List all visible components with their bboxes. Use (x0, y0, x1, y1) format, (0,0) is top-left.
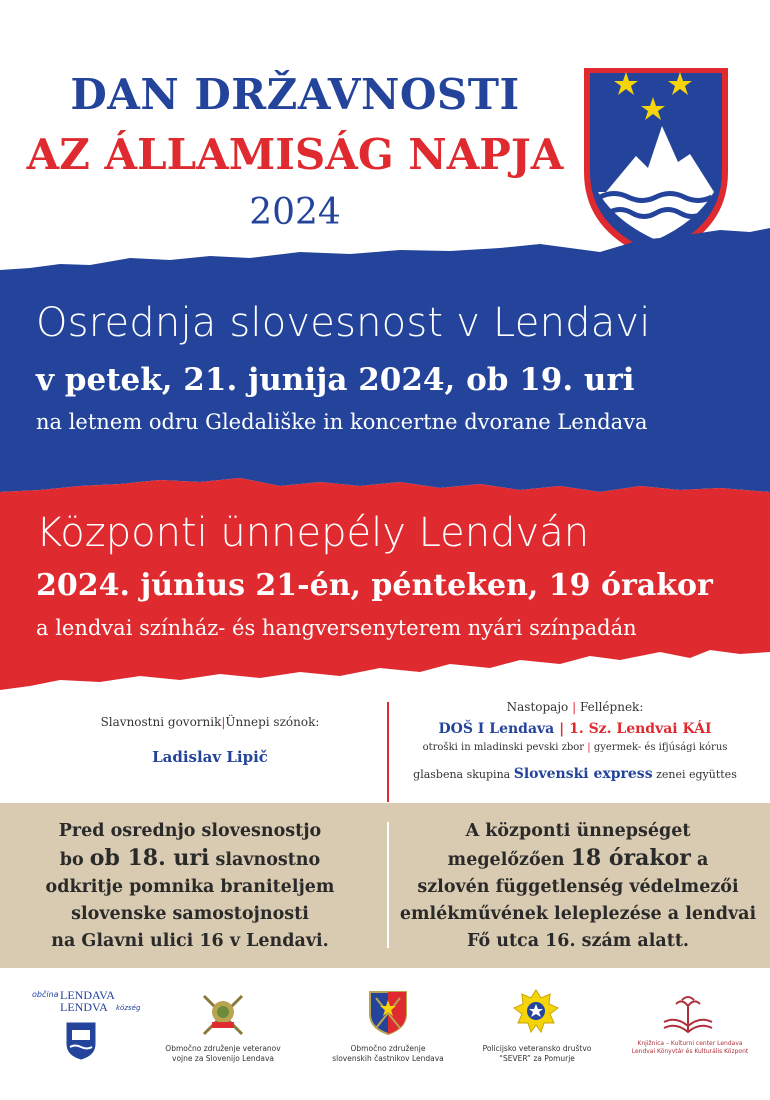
pre-event-si-time: ob 18. uri (89, 845, 210, 871)
group2-name: Slovenski express (513, 766, 653, 782)
separator: | (221, 715, 226, 729)
lendava-suffix: község (116, 1004, 141, 1012)
veterans-war-logo (198, 990, 248, 1038)
veterans-war-line2: vojne za Slovenijo Lendava (172, 1054, 274, 1063)
library-line2: Lendvai Könyvtár és Kulturális Központ (631, 1048, 749, 1055)
group2-suffix: zenei együttes (656, 768, 737, 781)
lendava-name-si: LENDAVA (60, 988, 115, 1002)
pre-event-si-line: Pred osrednjo slovesnostjo (58, 821, 322, 841)
library-caption (628, 1040, 752, 1056)
pre-event-si-line (10, 845, 370, 874)
lendava-municipality-logo (32, 988, 152, 1068)
officers-shield-icon (366, 988, 410, 1036)
pre-event-si-line: na Glavni ulici 16 v Lendavi. (51, 931, 329, 951)
officers-logo (366, 988, 410, 1036)
lendava-shield-icon (66, 1022, 96, 1060)
title-slovene: DAN DRŽAVNOSTI (70, 70, 520, 119)
red-band-place: a lendvai színház- és hangversenyterem nyári színpadán (36, 616, 637, 640)
pre-event-si-line: odkritje pomnika braniteljem (45, 877, 335, 897)
group2-prefix: glasbena skupina (413, 768, 511, 781)
group1-hu: 1. Sz. Lendvai KÁI (569, 721, 712, 737)
pre-event-hu-line (398, 845, 758, 874)
title-hungarian: AZ ÁLLAMISÁG NAPJA (26, 130, 564, 179)
pre-event-hu-text: megelőzően (447, 850, 565, 870)
performers-group1-desc (395, 742, 755, 753)
pre-event-si-text: bo (59, 850, 84, 870)
police-star-badge-icon (512, 988, 560, 1036)
veterans-war-caption (160, 1044, 286, 1064)
officers-line2: slovenskih častnikov Lendava (332, 1054, 444, 1063)
pre-event-hu-time: 18 órakor (570, 845, 691, 871)
library-logo (660, 992, 716, 1036)
group1-desc-hu: gyermek- és ifjúsági kórus (593, 742, 728, 753)
performers-label-hu: Fellépnek: (579, 700, 644, 714)
speaker-label (30, 715, 390, 729)
group1-si: DOŠ I Lendava (438, 721, 555, 737)
officers-line1: Območno združenje (350, 1044, 426, 1053)
performers-group2 (395, 766, 755, 782)
year: 2024 (249, 192, 341, 233)
performers-label-si: Nastopajo (506, 700, 569, 714)
lendava-prefix: občina (32, 990, 59, 999)
police-veterans-caption (476, 1044, 598, 1064)
pre-event-hu-line: Fő utca 16. szám alatt. (467, 931, 689, 951)
performers-group1 (395, 721, 755, 737)
police-veterans-logo (512, 988, 560, 1036)
pre-event-si-line: slovenske samostojnosti (71, 904, 309, 924)
pre-event-slovene (10, 818, 370, 955)
separator: | (559, 721, 565, 737)
police-line2: “SEVER” za Pomurje (499, 1054, 575, 1063)
veterans-war-line1: Območno združenje veteranov (165, 1044, 281, 1053)
pre-event-hu-line: emlékművének leleplezése a lendvai (399, 904, 757, 924)
blue-band-title: Osrednja slovesnost v Lendavi (36, 300, 651, 346)
pre-event-hungarian (398, 818, 758, 955)
library-line1: Knjižnica – Kulturni center Lendava (637, 1040, 743, 1047)
separator: | (587, 742, 591, 753)
pre-event-hu-line: szlovén függetlenség védelmezői (417, 877, 739, 897)
panel-divider (387, 822, 389, 948)
police-line1: Policijsko veteransko društvo (482, 1044, 592, 1053)
blue-band-place: na letnem odru Gledališke in koncertne dvorane Lendava (36, 410, 648, 434)
speaker-label-si: Slavnostni govornik (100, 715, 222, 729)
red-band-date: 2024. június 21-én, pénteken, 19 órakor (36, 568, 713, 603)
book-wheat-icon (660, 992, 716, 1036)
speaker-label-hu: Ünnepi szónok: (225, 715, 320, 729)
separator: | (572, 700, 577, 714)
pre-event-si-text: slavnostno (215, 850, 321, 870)
vertical-divider (387, 702, 389, 802)
speaker-name: Ladislav Lipič (152, 748, 268, 766)
crossed-rifles-emblem-icon (198, 990, 248, 1038)
blue-band-date: v petek, 21. junija 2024, ob 19. uri (36, 362, 635, 398)
group1-desc-si: otroški in mladinski pevski zbor (422, 742, 585, 753)
performers-label (395, 700, 755, 714)
pre-event-hu-line: A központi ünnepséget (465, 821, 691, 841)
pre-event-hu-text: a (696, 850, 709, 870)
lendava-name-hu: LENDVA (60, 1000, 108, 1014)
red-band-title: Központi ünnepély Lendván (36, 510, 590, 556)
officers-caption (328, 1044, 448, 1064)
